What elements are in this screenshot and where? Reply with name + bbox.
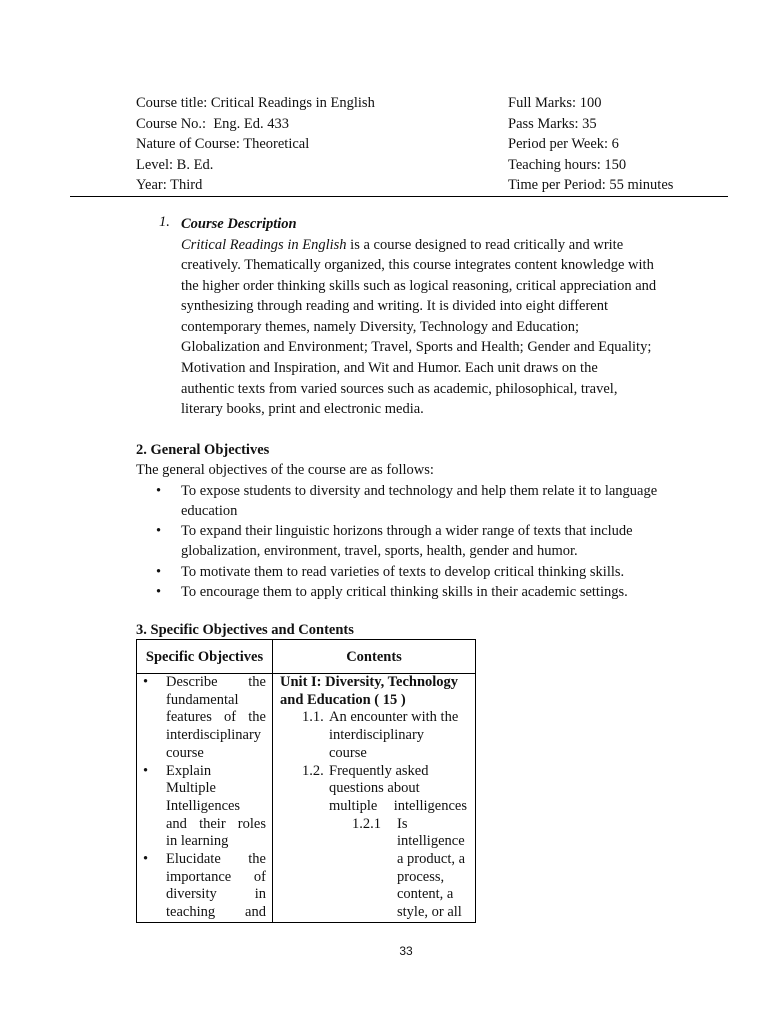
bullet-icon: • [143, 851, 149, 868]
text-line: An encounter with the [329, 709, 459, 726]
text-line: questions about [329, 780, 420, 797]
text-line: and Education ( 15 ) [280, 691, 406, 708]
text-line: literary books, print and electronic media. [181, 401, 424, 418]
text-line: in learning [166, 833, 229, 850]
pass-marks: Pass Marks: 35 [508, 115, 597, 132]
text-line: globalization, environment, travel, sports, health, gender and humor. [181, 543, 578, 560]
objectives-list [136, 481, 696, 603]
course-name-italic: Critical Readings in English [181, 236, 347, 253]
text-line: synthesizing through reading and writing. It is divided into eight different [181, 298, 608, 315]
objective-item [137, 674, 272, 763]
text-line: and their roles [166, 815, 266, 832]
teaching-hours: Teaching hours: 150 [508, 156, 627, 173]
header-row [136, 93, 696, 114]
text-line: Motivation and Inspiration, and Wit and Humor. Each unit draws on the [181, 360, 598, 377]
text-line: Globalization and Environment; Travel, Sports and Health; Gender and Equality; [181, 339, 652, 356]
course-description-section [159, 214, 699, 420]
text-line: Intelligences [166, 797, 241, 814]
text-line: To encourage them to apply critical thinking skills in their academic settings. [181, 584, 628, 601]
subitem-number: 1.2. [302, 762, 324, 779]
objective-item [137, 763, 272, 852]
course-number: Course No.: Eng. Ed. 433 [136, 115, 290, 132]
content-subitem [273, 709, 475, 762]
header-divider [70, 196, 728, 197]
text-line: interdisciplinary [329, 727, 425, 744]
text-line: process, [397, 868, 445, 885]
text-line: fundamental [166, 691, 239, 708]
text-line: interdisciplinary [166, 727, 262, 744]
column-header-contents: Contents [346, 649, 402, 665]
text-line: Is [397, 815, 408, 832]
text-line: course [329, 744, 367, 761]
section-heading: Course Description [181, 216, 297, 232]
text-line: contemporary themes, namely Diversity, Technology and Education; [181, 318, 580, 335]
text-line: To motivate them to read varieties of texts to develop critical thinking skills. [181, 563, 625, 580]
text-line: the higher order thinking skills such as logical reasoning, critical appreciation and [181, 277, 657, 294]
text-line: content, a [397, 886, 454, 903]
bullet-icon: • [143, 674, 149, 690]
subitem-number: 1.1. [302, 709, 324, 726]
text-line: style, or all [397, 904, 462, 921]
time-per-period: Time per Period: 55 minutes [508, 177, 674, 193]
section-heading: 2. General Objectives [136, 442, 270, 458]
content-subitem [273, 763, 475, 816]
general-objectives-section [136, 440, 696, 602]
text-line: features of the [166, 709, 266, 726]
text-line: teaching and [166, 904, 266, 921]
text-line: Explain [166, 762, 212, 779]
bullet-icon: • [156, 482, 162, 499]
text-line: a product, a [397, 851, 466, 868]
content-subsubitem [273, 816, 475, 922]
text-line: diversity in [166, 886, 266, 903]
text-line: Unit I: Diversity, Technology [280, 674, 459, 690]
column-header-objectives: Specific Objectives [145, 649, 264, 665]
text-line: importance of [166, 868, 266, 885]
header-row [136, 155, 696, 176]
text-line: Multiple [166, 780, 216, 797]
course-level: Level: B. Ed. [136, 156, 214, 173]
list-item [136, 582, 681, 602]
objectives-cell [137, 674, 272, 922]
text-line: education [181, 502, 238, 519]
text-line: Frequently asked [329, 762, 429, 779]
text-line: To expose students to diversity and technology and help them relate it to language [181, 482, 658, 499]
header-row [136, 134, 696, 155]
list-item [136, 562, 681, 582]
course-header [136, 93, 696, 196]
list-item [136, 481, 681, 522]
period-per-week: Period per Week: 6 [508, 136, 619, 152]
text-line: authentic texts from varied sources such as academic, philosophical, travel, [181, 380, 618, 397]
unit-title [280, 674, 475, 709]
header-row [136, 175, 696, 196]
page-number: 33 [399, 944, 413, 958]
full-marks: Full Marks: 100 [508, 95, 602, 111]
text-line: creatively. Thematically organized, this course integrates content knowledge with [181, 257, 654, 274]
course-nature: Nature of Course: Theoretical [136, 136, 310, 152]
text-line: Describe the [166, 674, 266, 690]
section-heading: 3. Specific Objectives and Contents [136, 622, 354, 638]
bullet-icon: • [156, 523, 162, 540]
text-line: course [166, 744, 204, 761]
text-line: Elucidate the [166, 851, 266, 868]
text-line: intelligence [397, 833, 465, 850]
list-item [136, 521, 681, 562]
text-line: multiple intelligences [329, 797, 467, 814]
course-title: Course title: Critical Readings in English [136, 95, 375, 111]
subitem-number: 1.2.1 [352, 815, 381, 832]
text-line: To expand their linguistic horizons through a wider range of texts that include [181, 523, 633, 540]
objectives-contents-table [136, 639, 476, 923]
objective-item [137, 851, 272, 922]
bullet-icon: • [143, 762, 149, 779]
course-year: Year: Third [136, 177, 203, 193]
bullet-icon: • [156, 584, 162, 601]
course-description-text [181, 235, 681, 420]
header-row [136, 114, 696, 135]
text-line: is a course designed to read critically and write [346, 236, 624, 253]
bullet-icon: • [156, 563, 162, 580]
section-number: 1. [159, 214, 170, 230]
section-intro: The general objectives of the course are as follows: [136, 462, 434, 479]
contents-cell [273, 674, 475, 922]
